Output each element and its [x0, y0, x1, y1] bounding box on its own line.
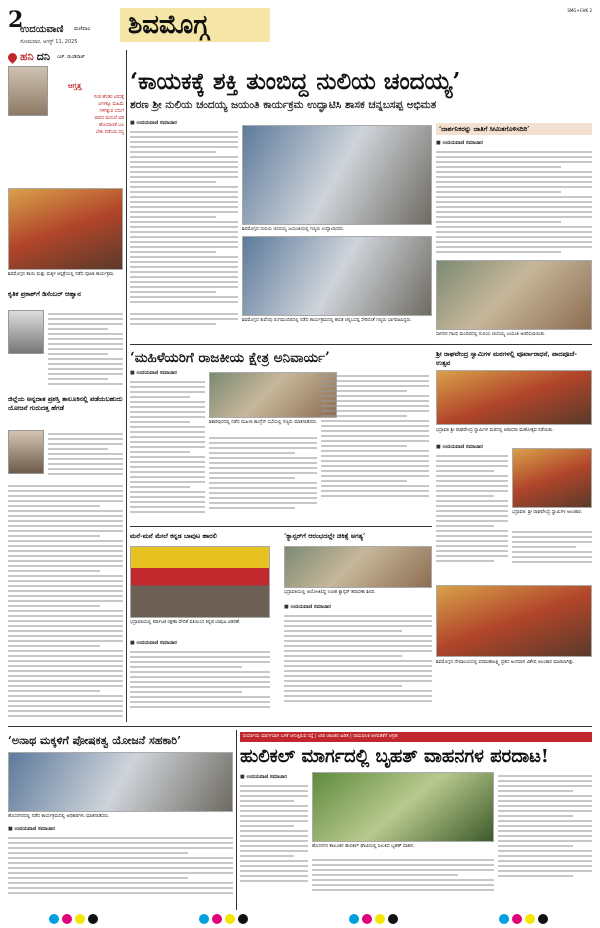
poem-line: ಜಗಳಕ್ಕೂ ಮಹಿಮೆ [98, 102, 124, 107]
women-byline: ■ ಉದಯವಾಣಿ ಸಮಾಚಾರ [130, 370, 177, 376]
print-code: SMG+CHK 2 [567, 8, 592, 13]
highway-body-col1 [240, 782, 308, 906]
women-body-col2 [209, 434, 317, 524]
section-title: ಶಿವಮೊಗ್ಗ [128, 10, 209, 40]
raghavendra-body-col1 [436, 452, 508, 582]
left-story2-headline: ಜಿಲ್ಲೆಯ ಅನ್ನದಾತ ಪ್ರಶಸ್ತಿ ತಾಲೂಕಿನಲ್ಲಿ ಪಡೆಯಬಹುದು ಯೋಜನೆ ಗುರುದತ್ತ ಹೆಗಡೆ [8, 395, 123, 412]
highway-body-col2 [312, 856, 494, 906]
poem [52, 94, 124, 136]
women-photo-caption: ಶಿಕಾರಿಪುರದಲ್ಲಿ ನಡೆದ ಮಹಿಳಾ ಕಾಂಗ್ರೆಸ್‌ ಸಭೆಯಲ್ಲಿ ಗಣ್ಯರು ಮಾತನಾಡಿದರು. [209, 420, 318, 425]
women-body-col3 [321, 372, 429, 522]
flag-photo [130, 546, 270, 618]
raghavendra-body-col2 [512, 528, 592, 583]
main-headline: ‘ಕಾಯಕಕ್ಕೆ ಶಕ್ತಿ ತುಂಬಿದ್ದ ನುಲಿಯ ಚಂದಯ್ಯ’ [130, 68, 461, 95]
highway-body-col3 [498, 772, 592, 906]
paper-name: ಉದಯವಾಣಿ [20, 24, 64, 35]
flag-photo-caption: ಭದ್ರಾವತಿಯಲ್ಲಿ ಕರ್ನಾಟಕ ರಕ್ಷಣಾ ವೇದಿಕೆ ವತಿಯಿಂದ ಕನ್ನಡ ಬಾವುಟ ವಿತರಣೆ. [130, 620, 241, 625]
raghavendra-photo [436, 370, 592, 425]
left-body-columns [8, 482, 123, 722]
main-photo [242, 125, 432, 225]
right-top-photo [436, 260, 592, 330]
registration-mark [49, 909, 101, 928]
right-top-body [436, 148, 592, 258]
women-body-col1 [130, 378, 205, 518]
raghavendra-headline: ಶ್ರೀ ರಾಘವೇಂದ್ರ ಸ್ವಾಮಿಗಳ ಮಠಗಳಲ್ಲಿ ಪೂರ್ವಾರಾಧನೆ, ಪಾದಪೂಜೆ- ಉತ್ಸವ [436, 350, 577, 367]
poem-line: ಗಂಡ ಹೆಂಡಿರ ವಿರಸಕ್ಕೆ [93, 95, 124, 100]
divider-flag [130, 526, 432, 527]
highway-kicker-bar [240, 732, 592, 742]
main-body-col2 [130, 310, 238, 330]
left-photo-caption: ಶಿವಮೊಗ್ಗದ ತಾಯಿ ಮತ್ತು ಮಕ್ಕಳ ಆಸ್ಪತ್ರೆಯಲ್ಲಿ ನಡೆದ ಪೂಜಾ ಕಾರ್ಯಕ್ರಮ. [8, 272, 115, 277]
drop-icon [6, 51, 19, 64]
registration-mark [199, 909, 251, 928]
cancer-body [284, 612, 432, 722]
highway-byline: ■ ಉದಯವಾಣಿ ಸಮಾಚಾರ [240, 774, 287, 780]
flag-headline: ಮನೆ-ಮನೆ ಮೇಲೆ ಕನ್ನಡ ಬಾವುಟ ಹಾರಲಿ [130, 532, 217, 540]
main-subheadline: ಶರಣ ಶ್ರೀ ನುಲಿಯ ಚಂದಯ್ಯ ಜಯಂತಿ ಕಾರ್ಯಕ್ರಮ ಉದ್ಘಾಟಿಸಿ ಶಾಸಕ ಚನ್ನಬಸಪ್ಪ ಅಭಿಮತ [130, 99, 437, 111]
left-story1-headline: ಕೃತಿಕ ಪ್ರಕಾಶ್‌ಗೆ ಡಿಸೆಂಬರ್‌ ಆಹ್ವಾನ [8, 290, 81, 298]
highway-kicker: ಪರ್ಯಾಯ ಮಾರ್ಗವಾಗಿ ಬಳಕೆ ಆಗುತ್ತಿರುವ ರಸ್ತೆ | ಲಾರಿ ಚಾಲಕರ ಹಿಡಿತ | ನಾಮಫಲಕ ಅಳವಡಿಕೆಗೆ ಆಗ್ರಹ [243, 734, 398, 739]
highway-photo [312, 772, 494, 842]
registration-mark [349, 909, 401, 928]
highway-headline: ಹುಲಿಕಲ್‌ ಮಾರ್ಗದಲ್ಲಿ ಬೃಹತ್‌ ವಾಹನಗಳ ಪರದಾಟ! [240, 746, 549, 767]
orphan-photo-caption: ಹೊಸನಗರದಲ್ಲಿ ನಡೆದ ಕಾರ್ಯಕ್ರಮದಲ್ಲಿ ಅಧಿಕಾರಿಗಳು ಮಾತನಾಡಿದರು. [8, 814, 110, 819]
left-story1-photo [8, 310, 44, 354]
date: ಸೋಮವಾರ, ಆಗಸ್ಟ್ 11, 2025 [20, 39, 78, 45]
orphan-byline: ■ ಉದಯವಾಣಿ ಸಮಾಚಾರ [8, 826, 55, 832]
right-top-headline: ‘ದಾರ್ಶನಿಕರನ್ನು ಜಾತಿಗೆ ಸೀಮಿತಗೊಳಿಸದಿರಿ’ [439, 125, 530, 133]
title-dani: ದನಿ [36, 50, 50, 63]
honey-drop-box [8, 50, 123, 185]
registration-marks [0, 912, 600, 924]
honey-drop-header [8, 50, 123, 64]
women-headline: ‘ಮಹಿಳೆಯರಿಗೆ ರಾಜಕೀಯ ಕ್ಷೇತ್ರ ಅನಿವಾರ್ಯ’ [130, 350, 330, 366]
poem-title: ಆಗ್ತತ್ತ [68, 82, 82, 90]
main-body-col1 [130, 128, 238, 308]
right-top-byline: ■ ಉದಯವಾಣಿ ಸಮಾಚಾರ [436, 140, 483, 146]
right-top-headline-box [436, 123, 592, 135]
main-photo-caption: ಶಿವಮೊಗ್ಗದ ನುಲಿಯ ಚಂದಯ್ಯ ಜಯಂತಿಯಲ್ಲಿ ಗಣ್ಯರು ಉದ್ಘಾಟಿಸಿದರು. [242, 227, 345, 232]
raghavendra-photo2-caption: ಭದ್ರಾವತಿ: ಶ್ರೀ ರಾಘವೇಂದ್ರ ಸ್ವಾಮಿಗಳ ಅಲಂಕಾರ. [512, 510, 583, 515]
author-photo [8, 66, 48, 116]
temple-caption: ಶಿವಮೊಗ್ಗದ ದೇವಾಲಯದಲ್ಲಿ ವರಮಹಾಲಕ್ಷ್ಮಿ ವ್ರತದ ಅಂಗವಾಗಿ ವಿಶೇಷ ಅಲಂಕಾರ ಮಾಡಲಾಗಿತ್ತು. [436, 660, 575, 665]
temple-photo [436, 585, 592, 657]
column-divider-bottom [236, 730, 237, 910]
cancer-byline: ■ ಉದಯವಾಣಿ ಸಮಾಚಾರ [284, 604, 331, 610]
edition-tag: ಮಣಿಪಾಲ [74, 26, 91, 32]
author: ಎಚ್. ಡುಂಡಿರಾಜ್ [56, 55, 85, 60]
cancer-photo-caption: ಭದ್ರಾವತಿಯಲ್ಲಿ ಆಯೋಜಿಸಿದ್ದ ಉಚಿತ ಕ್ಯಾನ್ಸರ್‌ ತಪಾಸಣಾ ಶಿಬಿರ. [284, 590, 376, 595]
left-story2-body [48, 430, 123, 480]
divider-bottom [8, 726, 592, 727]
main-photo2-caption: ಶಿವಮೊಗ್ಗದ ಕುವೆಂಪು ರಂಗಮಂದಿರದಲ್ಲಿ ನಡೆದ ಕಾರ್ಯಕ್ರಮದಲ್ಲಿ ಶಾಸಕ ಚನ್ನಬಸಪ್ಪ ಸೇರಿದಂತೆ ಗಣ್ಯರು ಭಾಗವಹಿಸಿದ್ದರು. [242, 318, 412, 323]
left-photo-temple [8, 188, 123, 270]
left-story1-body [48, 310, 123, 390]
cancer-photo [284, 546, 432, 588]
divider-main [130, 344, 592, 345]
flag-body [130, 648, 270, 722]
poem-line: ವಾರದ ಮದುವೆ ಬಿಡಿ [94, 116, 124, 121]
main-photo-2 [242, 236, 432, 316]
main-byline: ■ ಉದಯವಾಣಿ ಸಮಾಚಾರ [130, 120, 177, 126]
right-top-photo-caption: ಸಾಗರದ ಗಾಂಧಿ ಮಂದಿರದಲ್ಲಿ ನುಲಿಯ ಚಂದಯ್ಯ ಜಯಂತಿ ಆಚರಿಸಲಾಯಿತು. [436, 332, 546, 337]
title-hani: ಹನಿ [20, 50, 34, 63]
poem-line: ಗಳಿಗಿಕ್ಕುವ ಬೆಸುಗೆ [99, 109, 124, 114]
orphan-body [8, 834, 233, 906]
highway-photo-caption: ಹೊಸನಗರ ತಾಲೂಕಿನ ಹುಲಿಕಲ್‌ ಘಾಟಿಯಲ್ಲಿ ಸಿಲುಕಿದ ಬೃಹತ್‌ ವಾಹನ. [312, 844, 415, 849]
masthead [8, 8, 592, 48]
poem-line: ಹೊಂದಾಣಿಕೆ ಬಲ [99, 123, 124, 128]
poem-line: ಬೇಕು ನಡೆಸುವ ಸದ್ಯ [95, 130, 124, 135]
orphan-headline: ‘ಅನಾಥ ಮಕ್ಕಳಿಗೆ ಪೋಷಕತ್ವ ಯೋಜನೆ ಸಹಕಾರಿ’ [8, 734, 181, 747]
flag-byline: ■ ಉದಯವಾಣಿ ಸಮಾಚಾರ [130, 640, 177, 646]
raghavendra-photo-caption: ಭದ್ರಾವತಿ ಶ್ರೀ ರಾಘವೇಂದ್ರ ಸ್ವಾಮಿಗಳ ಮಠದಲ್ಲಿ ಆರಾಧನಾ ಮಹೋತ್ಸವ ನಡೆಯಿತು. [436, 428, 554, 433]
raghavendra-photo-2 [512, 448, 592, 508]
page-number: 2 [8, 7, 24, 33]
cancer-headline: ‘ಕ್ಯಾನ್ಸರ್‌ಗೆ ಆರಂಭದಲ್ಲೇ ಚಿಕಿತ್ಸೆ ಅಗತ್ಯ’ [284, 532, 366, 540]
raghavendra-byline: ■ ಉದಯವಾಣಿ ಸಮಾಚಾರ [436, 444, 483, 450]
registration-mark [499, 909, 551, 928]
women-photo [209, 372, 337, 418]
column-divider-left [126, 50, 127, 722]
left-story2-photo [8, 430, 44, 474]
section-title-box [120, 8, 270, 42]
orphan-photo [8, 752, 233, 812]
